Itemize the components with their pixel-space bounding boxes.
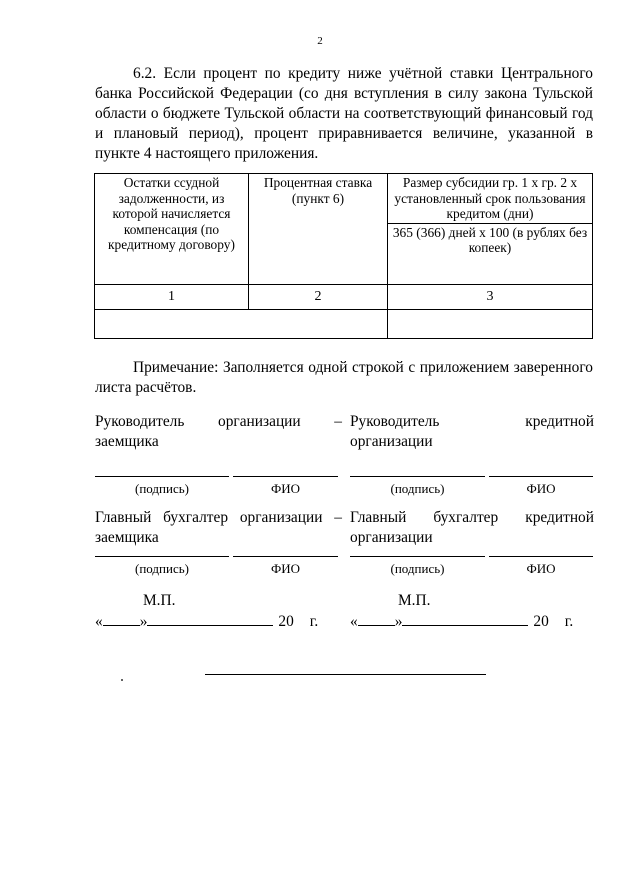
borrower-head-name-caption: ФИО [270, 481, 301, 496]
day-blank [103, 611, 140, 626]
borrower-head-name-line [233, 476, 338, 477]
year-prefix: 20 [278, 613, 294, 630]
month-blank [402, 611, 528, 626]
month-blank [147, 611, 273, 626]
credit-head-signature-caption: (подпись) [390, 481, 445, 496]
table-empty-row [95, 310, 593, 339]
column-number-1: 1 [95, 285, 249, 310]
column-number-2: 2 [249, 285, 388, 310]
column-number-3: 3 [388, 285, 593, 310]
stamp-place-right: М.П. [398, 592, 431, 609]
credit-accountant-signature-line [350, 556, 485, 557]
header-subsidy-formula: Размер субсидии гр. 1 х гр. 2 х установленный срок пользования кредитом (дни) [388, 174, 593, 224]
borrower-accountant-label: Главный бухгалтер организации – заемщика [95, 509, 342, 546]
credit-accountant-name-line [489, 556, 593, 557]
year-suffix: г. [564, 613, 574, 630]
empty-cell-3 [388, 310, 593, 339]
year-suffix: г. [309, 613, 319, 630]
date-line-left [95, 611, 318, 631]
table-header-row [95, 174, 593, 224]
borrower-accountant-signature-caption: (подпись) [135, 561, 189, 576]
quote-open: « [95, 613, 103, 630]
quote-close: » [394, 613, 403, 630]
note-paragraph: Примечание: Заполняется одной строкой с приложением заверенного листа расчётов. [95, 359, 593, 396]
borrower-head-label: Руководитель организации – заемщика [95, 413, 342, 450]
header-subsidy-denominator: 365 (366) дней х 100 (в рублях без копеек) [388, 223, 593, 285]
header-interest-rate: Процентная ставка (пункт 6) [249, 174, 388, 285]
borrower-accountant-name-caption: ФИО [270, 561, 301, 576]
quote-open: « [350, 613, 358, 630]
credit-accountant-name-caption: ФИО [526, 561, 556, 576]
year-prefix: 20 [533, 613, 549, 630]
stamp-place-left: М.П. [143, 592, 176, 609]
borrower-head-signature-caption: (подпись) [135, 481, 189, 496]
clause-6-2-paragraph: 6.2. Если процент по кредиту ниже учётной ставки Центрального банка Российской Федерации (со дня вступления в силу закона Тульской области о бюджете Тульской области на соответствующий финансовый год и плановый период), процент приравнивается величине, указанной в пункте 4 настоящего приложения. [95, 65, 593, 162]
empty-cell-merged [95, 310, 388, 339]
header-loan-balance: Остатки ссудной задолженности, из которой начисляется компенсация (по кредитному договору) [95, 174, 249, 285]
credit-head-name-caption: ФИО [526, 481, 556, 496]
quote-close: » [139, 613, 148, 630]
subsidy-calculation-table [94, 173, 593, 339]
page-number: 2 [317, 35, 323, 47]
table-number-row [95, 285, 593, 310]
scan-dot [121, 679, 123, 681]
credit-head-label: Руководитель кредитной организации [350, 413, 594, 450]
credit-head-name-line [489, 476, 593, 477]
borrower-head-signature-line [95, 476, 229, 477]
borrower-accountant-name-line [233, 556, 338, 557]
credit-accountant-signature-caption: (подпись) [390, 561, 445, 576]
date-line-right [350, 611, 573, 631]
day-blank [358, 611, 395, 626]
borrower-accountant-signature-line [95, 556, 229, 557]
credit-head-signature-line [350, 476, 485, 477]
credit-accountant-label: Главный бухгалтер кредитной организации [350, 509, 594, 546]
closing-rule [205, 674, 486, 675]
